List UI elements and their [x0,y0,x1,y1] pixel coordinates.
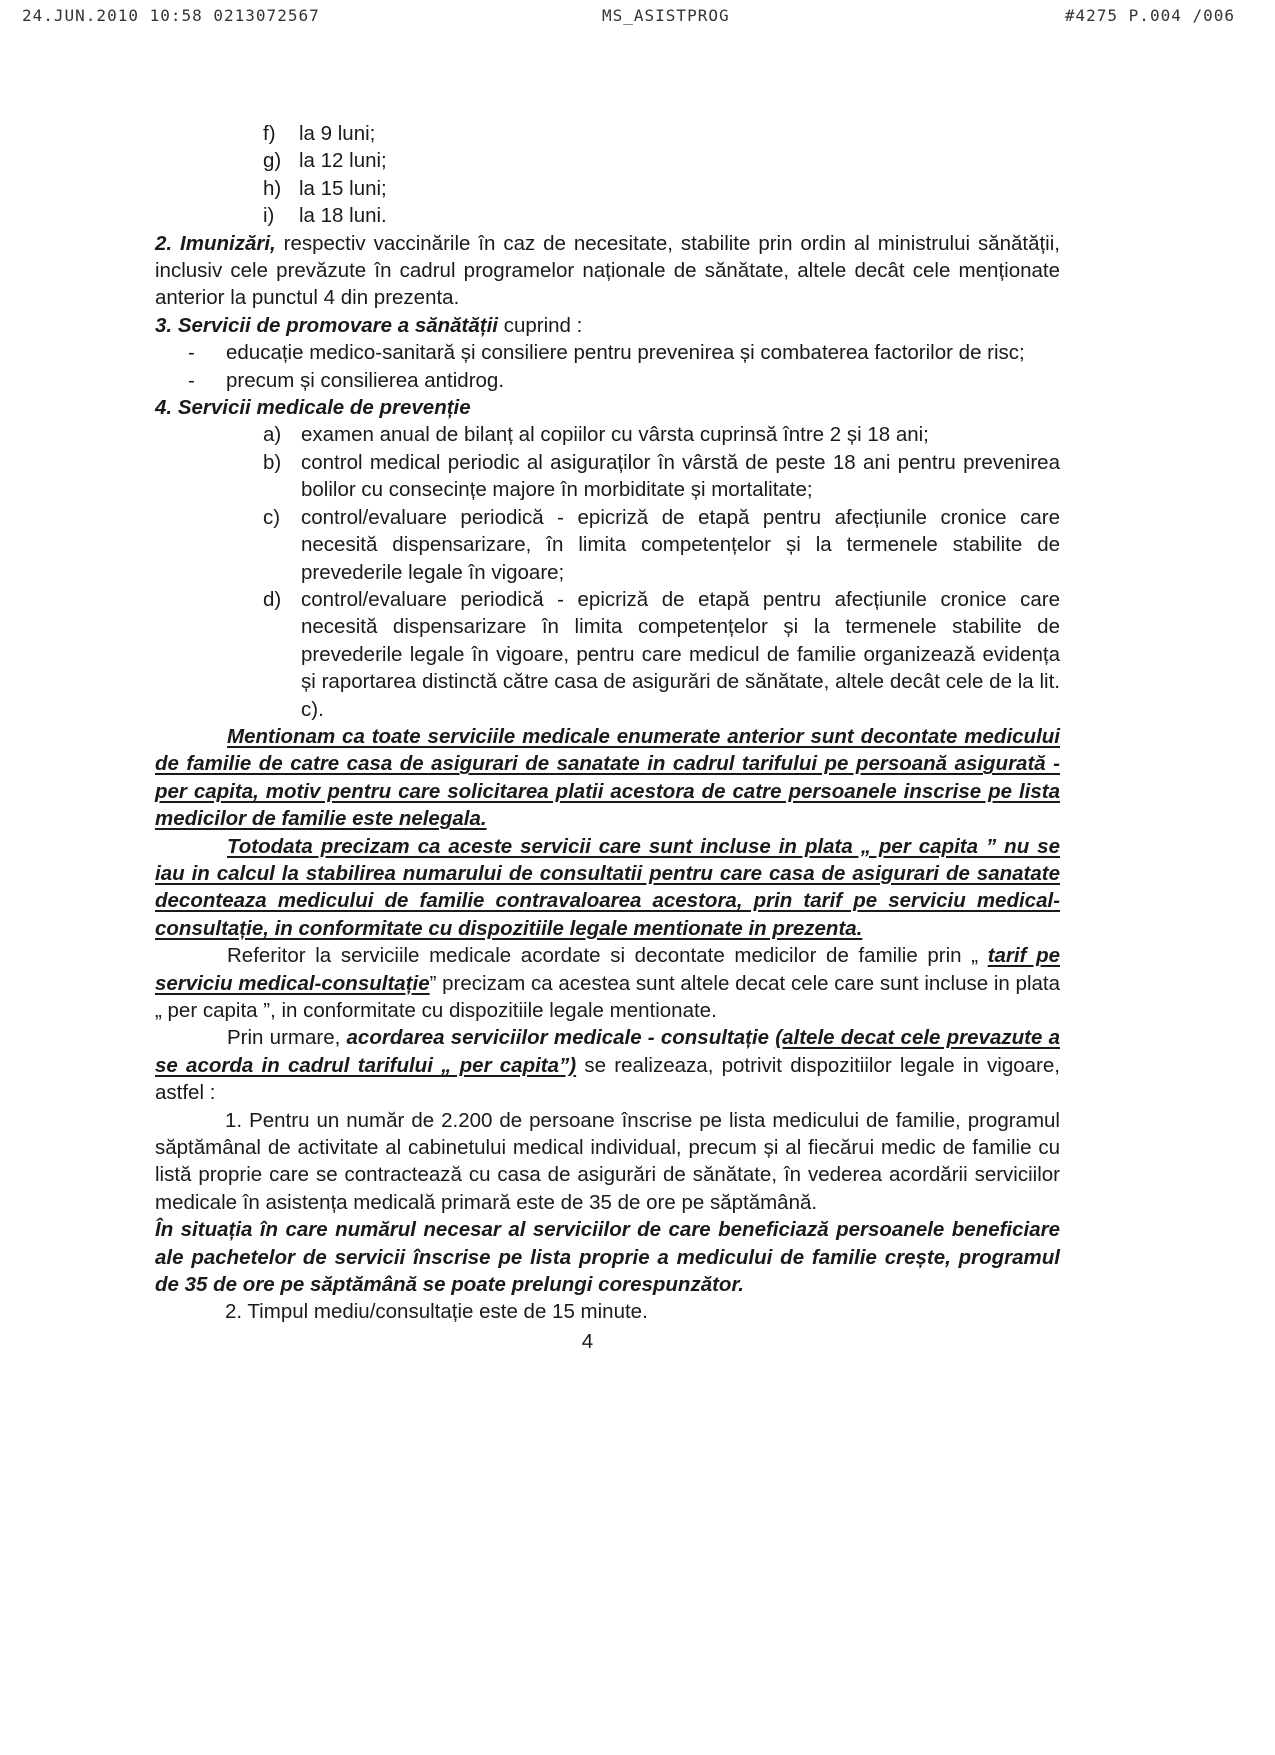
list-item: d) control/evaluare periodică - epicriză de etapă pentru afecțiunile cronice care necesită dispensarizare în limita competențelor și la termenele stabilite de prevederile legale în vigoare, pentru care medicul de familie organizează evidența și raportarea distinctă către casa de asigurări de sănătate, altele decât cele de la lit. c). [263,587,1060,721]
section-promovare: 3. Servicii de promovare a sănătății cuprind : [155,313,583,337]
section-title: Imunizări, [180,231,276,255]
paragraph-point-2: 2. Timpul mediu/consultație este de 15 minute. [225,1300,648,1324]
emphasis-tarif: tarif pe serviciu medical-consultație [155,944,1060,995]
paragraph-prin-urmare: Prin urmare, acordarea serviciilor medicale - consultație (altele decat cele prevazute a se acorda in cadrul tarifului „ per capita”) se realizeaza, potrivit dispozitiilor legale in vigoare, astfel : [155,1026,1060,1105]
list-item: h) la 15 luni; [263,176,387,200]
fax-header-datetime: 24.JUN.2010 10:58 0213072567 [22,6,320,25]
list-item: i) la 18 luni. [263,204,387,228]
paragraph-mentionam: Mentionam ca toate serviciile medicale enumerate anterior sunt decontate medicului de familie de catre casa de asigurari de sanatate in cadrul tarifului pe persoană asigurată - per capita, motiv pentru care solicitarea platii acestora de catre persoanele inscrise pe lista medicilor de familie este nelegala. [155,724,1060,831]
paragraph-totodata: Totodata precizam ca aceste servicii care sunt incluse in plata „ per capita ” nu se iau in calcul la stabilirea numarului de consultatii pentru care casa de asigurari de sanatate deconteaza medicului de familie contravaloarea acestora, prin tarif pe serviciu medical-consultație, in conformitate cu dispozitiile legale mentionate in prezenta. [155,834,1060,940]
section-preventie: 4. Servicii medicale de prevenție [155,396,471,420]
list-item: - precum și consilierea antidrog. [188,368,505,392]
list-item: g) la 12 luni; [263,149,387,173]
fax-header-sender: MS_ASISTPROG [602,6,730,25]
paragraph-referitor: Referitor la serviciile medicale acordate si decontate medicilor de familie prin „ tarif pe serviciu medical-consultație” precizam ca acestea sunt altele decat cele care sunt incluse in plata „ per capita ”, in conformitate cu dispozitiile legale mentionate. [155,944,1060,1022]
list-item: - educație medico-sanitară și consiliere pentru prevenirea și combaterea factorilor de risc; [188,341,1025,365]
section-imunizari: 2. Imunizări, respectiv vaccinările în caz de necesitate, stabilite prin ordin al ministrului sănătății, inclusiv cele prevăzute în cadrul programelor naționale de sănătate, altele decât cele menționate anterior la punctul 4 din prezenta. [155,231,1060,310]
section-title: Servicii medicale de prevenție [177,396,471,420]
list-item: f) la 9 luni; [263,122,376,145]
age-list [155,120,1060,230]
paragraph-point-1: 1. Pentru un număr de 2.200 de persoane înscrise pe lista medicului de familie, programul săptămânal de activitate al cabinetului medical individual, precum și al fiecărui medic de familie cu listă proprie care se contractează cu casa de asigurări de sănătate, în vederea acordării serviciilor medicale în asistența medicală primară este de 35 de ore pe săptămână. [155,1108,1060,1214]
fax-header [22,4,1235,30]
paragraph-situatia: În situația în care numărul necesar al serviciilor de care beneficiază persoanele beneficiare ale pachetelor de servicii înscrise pe lista proprie a medicului de familie crește, programul de 35 de ore pe săptămână se poate prelungi corespunzător. [155,1218,1060,1297]
page-number: 4 [581,1329,594,1353]
document-body [155,120,1060,1355]
list-item: b) control medical periodic al asiguraților în vârstă de peste 18 ani pentru prevenirea bolilor cu consecințe majore în morbiditate și mortalitate; [263,450,1060,502]
fax-header-page: #4275 P.004 /006 [1064,6,1235,25]
list-item: a) examen anual de bilanț al copiilor cu vârsta cuprinsă între 2 și 18 ani; [263,423,929,447]
section-title: Servicii de promovare a sănătății [177,313,498,337]
list-item: c) control/evaluare periodică - epicriză de etapă pentru afecțiunile cronice care necesită dispensarizare, în limita competențelor și la termenele stabilite de prevederile legale în vigoare; [263,505,1060,584]
